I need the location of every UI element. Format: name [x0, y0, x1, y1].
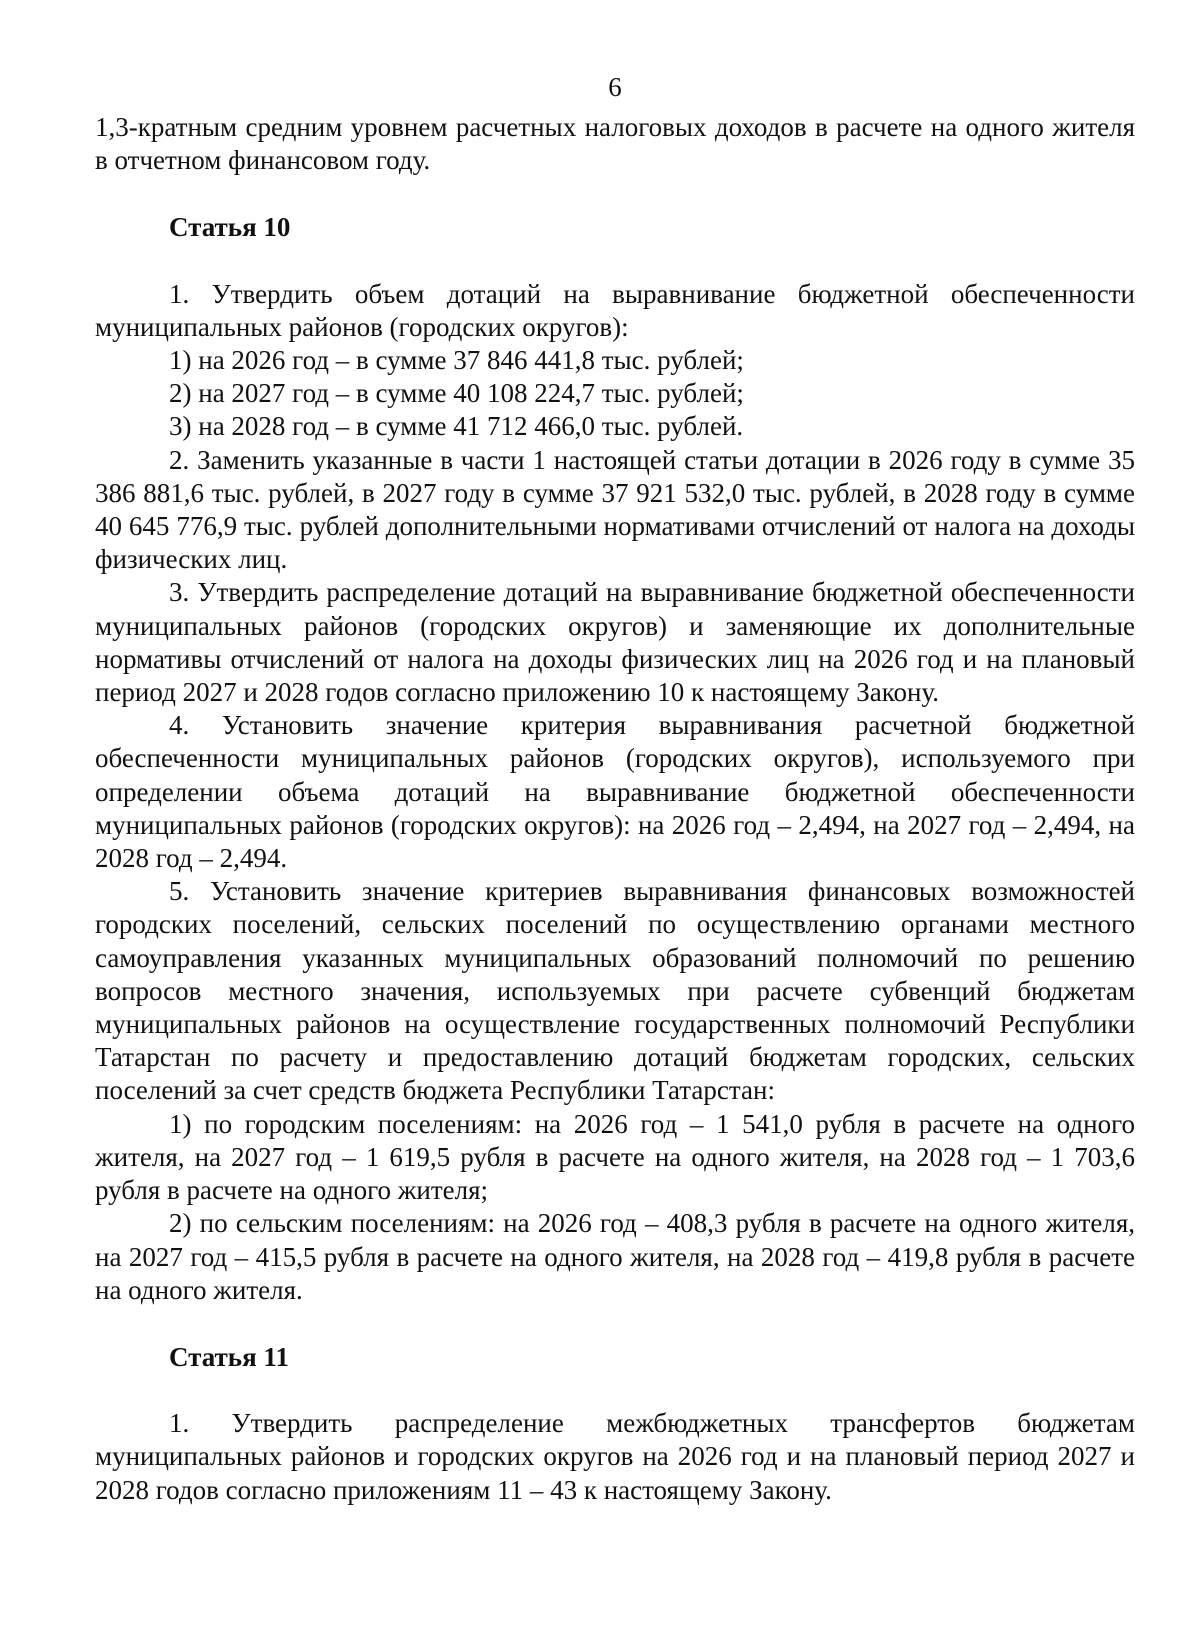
article-11-paragraph-1: 1. Утвердить распределение межбюджетных трансфертов бюджетам муниципальных районов и городских округов на 2026 год и на плановый период 2027 и 2028 годов согласно приложениям 11 – 43 к настоящему Закону. — [95, 1408, 1135, 1505]
intro-paragraph: 1,3-кратным средним уровнем расчетных налоговых доходов в расчете на одного жителя в отчетном финансовом году. — [95, 112, 1135, 176]
spacer — [95, 1374, 1135, 1407]
article-10-urban-settlements: 1) по городским поселениям: на 2026 год – 1 541,0 рубля в расчете на одного жителя, на 2027 год – 1 619,5 рубля в расчете на одного жителя, на 2028 год – 1 703,6 рубля в расчете на одного жителя; — [95, 1108, 1135, 1206]
article-10-paragraph-4: 4. Установить значение критерия выравнивания расчетной бюджетной обеспеченности муниципальных районов (городских округов), используемого при определении объема дотаций на выравнивание бюджетной обеспеченности муниципальных районов (городских округов): на 2026 год – 2,494, на 2027 год – 2,494, на 2028 год – 2,494. — [95, 710, 1135, 874]
spacer — [95, 245, 1135, 278]
article-10-paragraph-2: 2. Заменить указанные в части 1 настоящей статьи дотации в 2026 году в сумме 35 386 881,6 тыс. рублей, в 2027 году в сумме 37 921 532,0 тыс. рублей, в 2028 году в сумме 40 645 776,9 тыс. рублей дополнительными нормативами отчислений от налога на доходы физических лиц. — [95, 444, 1135, 575]
article-11-heading: Статья 11 — [169, 1341, 289, 1372]
article-10-item-1: 1) на 2026 год – в сумме 37 846 441,8 тыс. рублей; — [169, 345, 744, 376]
document-body — [95, 111, 1135, 1507]
spacer — [95, 177, 1135, 211]
article-10-heading: Статья 10 — [169, 212, 291, 243]
article-10-paragraph-3: 3. Утвердить распределение дотаций на выравнивание бюджетной обеспеченности муниципальных районов (городских округов) и заменяющие их дополнительные нормативы отчислений от налога на доходы физических лиц на 2026 год и на плановый период 2027 и 2028 годов согласно приложению 10 к настоящему Закону. — [95, 577, 1135, 708]
article-10-item-2: 2) на 2027 год – в сумме 40 108 224,7 тыс. рублей; — [169, 378, 744, 409]
article-10-paragraph-5: 5. Установить значение критериев выравнивания финансовых возможностей городских поселений, сельских поселений по осуществлению органами местного самоуправления указанных муниципальных образований полномочий по решению вопросов местного значения, используемых при расчете субвенций бюджетам муниципальных районов на осуществление государственных полномочий Республики Татарстан по расчету и предоставлению дотаций бюджетам городских, сельских поселений за счет средств бюджета Республики Татарстан: — [95, 876, 1135, 1106]
article-10-rural-settlements: 2) по сельским поселениям: на 2026 год – 408,3 рубля в расчете на одного жителя, на 2027 год – 415,5 рубля в расчете на одного жителя, на 2028 год – 419,8 рубля в расчете на одного жителя. — [95, 1208, 1135, 1305]
page-number: 6 — [608, 72, 622, 102]
article-10-item-3: 3) на 2028 год – в сумме 41 712 466,0 тыс. рублей. — [169, 411, 744, 442]
article-10-paragraph-1: 1. Утвердить объем дотаций на выравнивание бюджетной обеспеченности муниципальных районов (городских округов): — [95, 278, 1135, 342]
spacer — [95, 1307, 1135, 1341]
